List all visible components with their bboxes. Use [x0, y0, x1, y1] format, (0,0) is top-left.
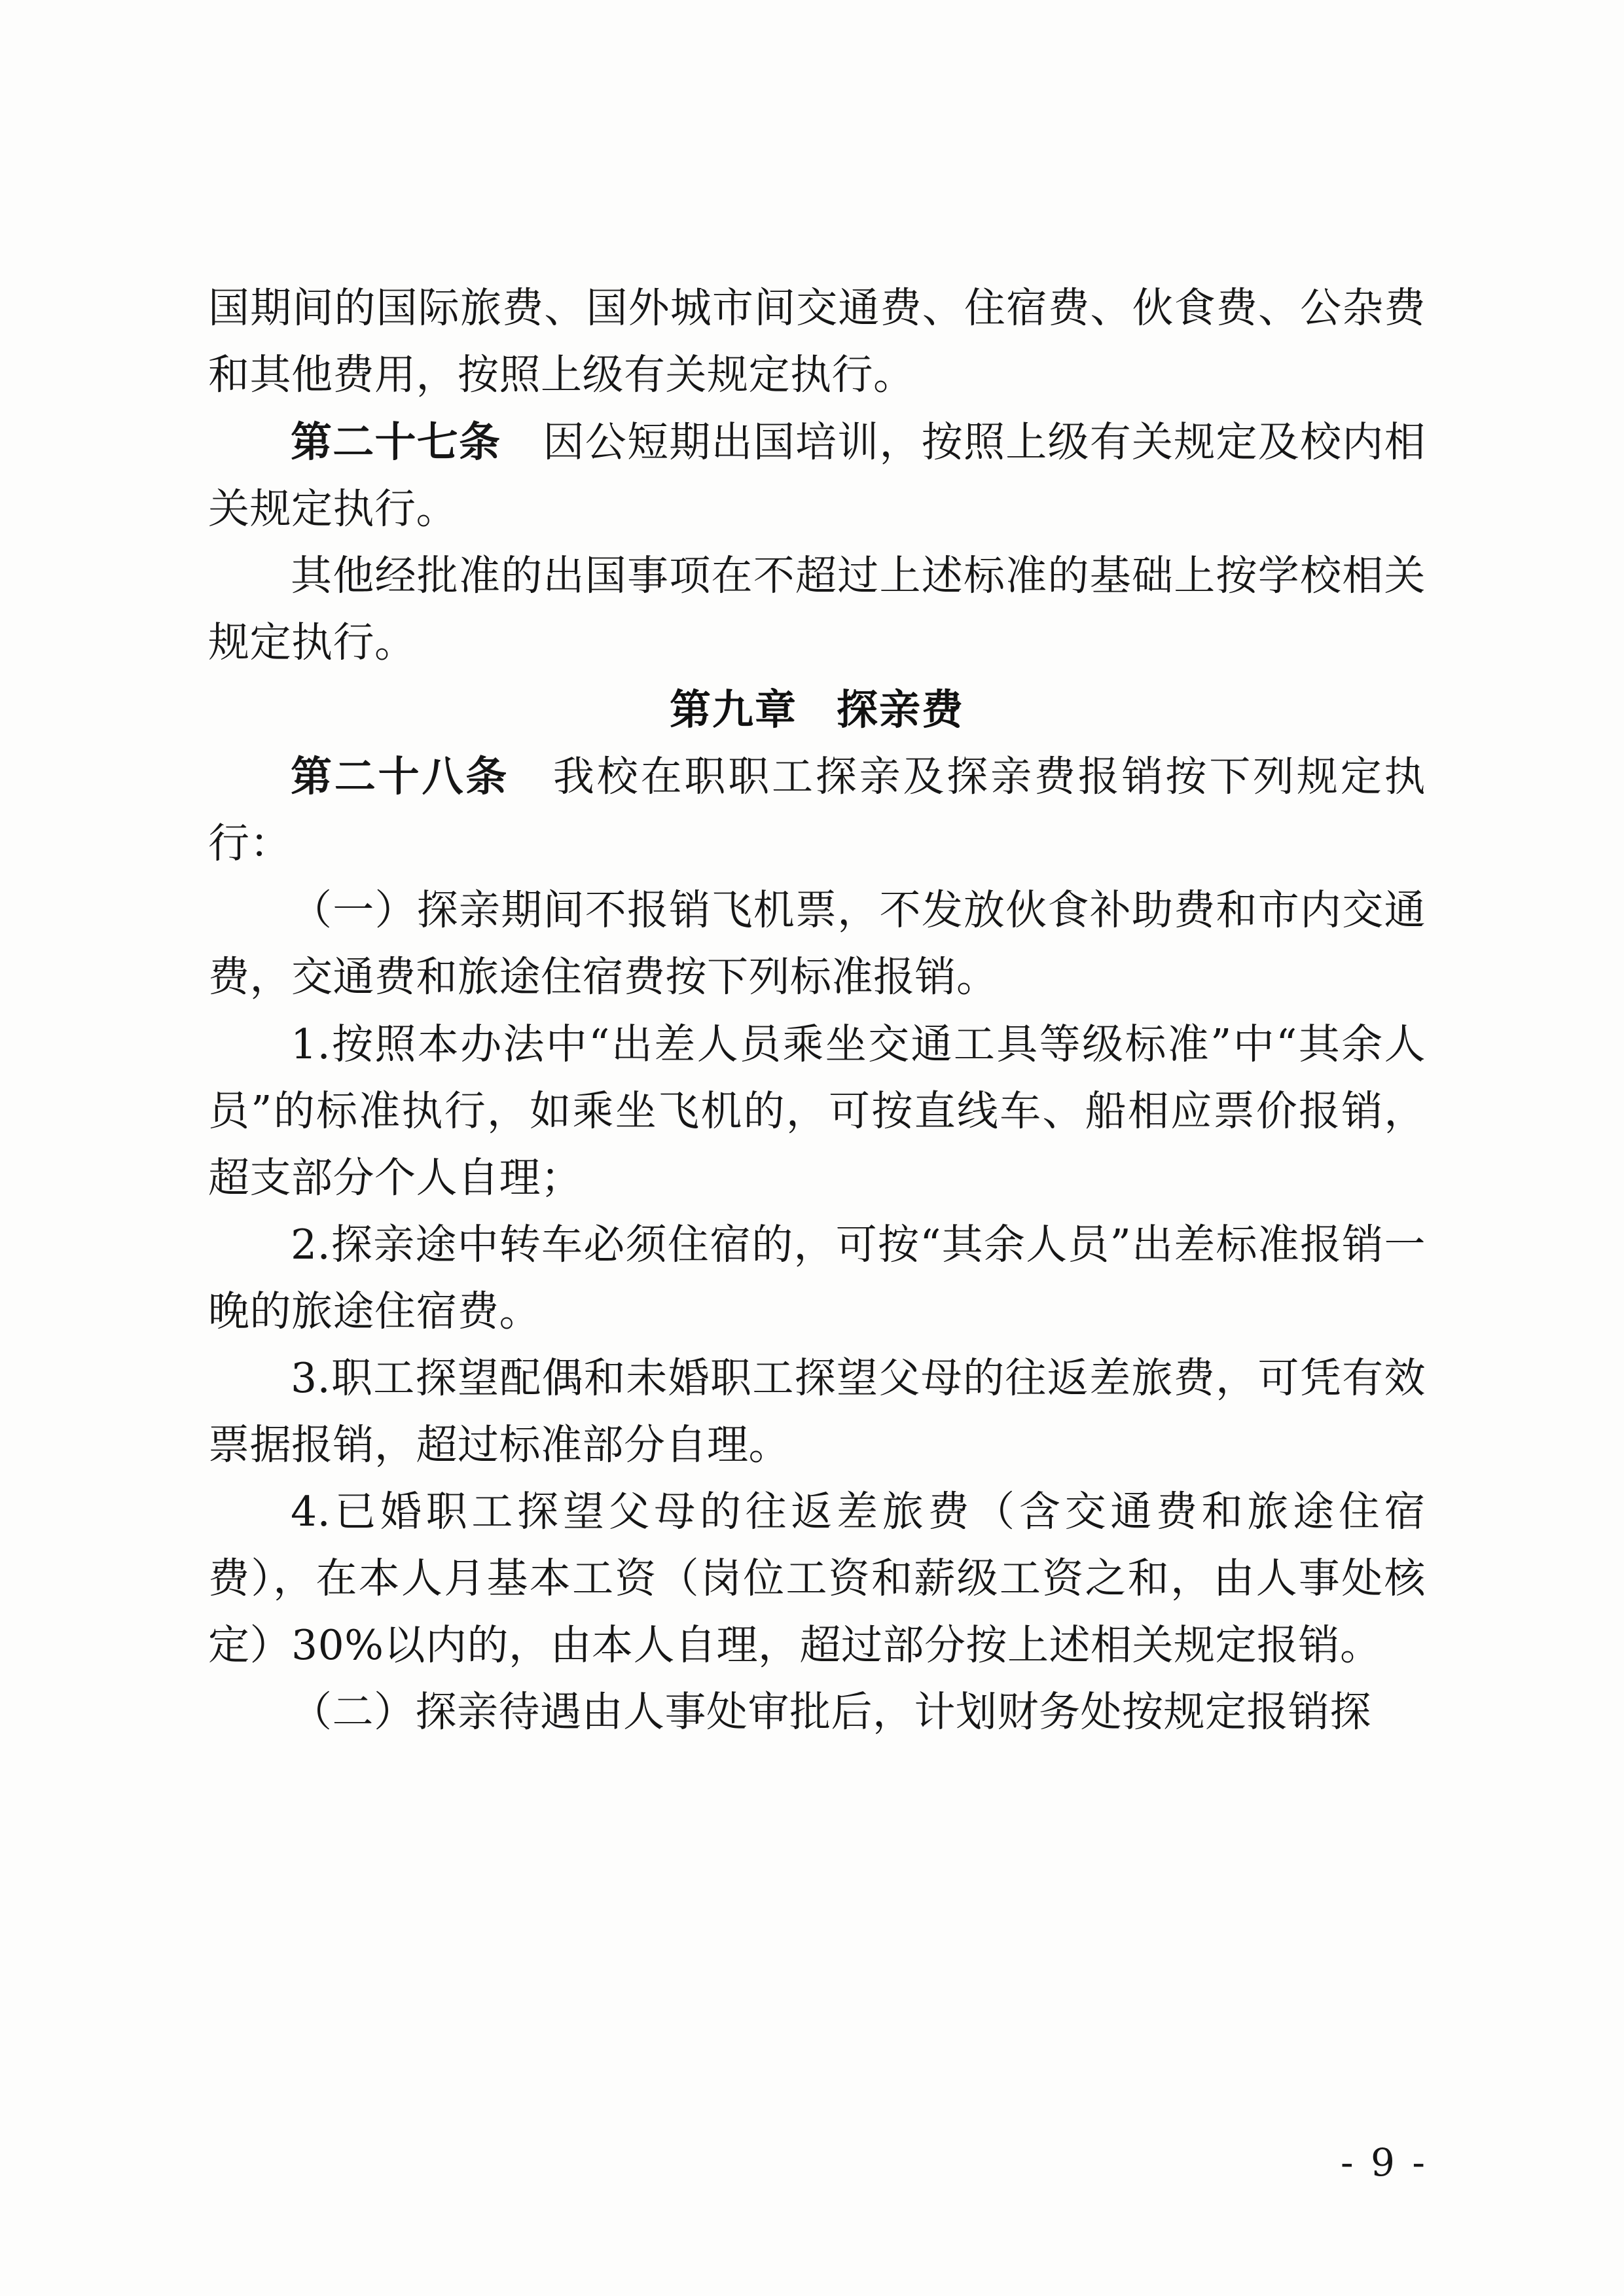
- chapter-title-name: 探亲费: [837, 685, 964, 734]
- article-28-label: 第二十八条: [291, 752, 510, 801]
- item-2-approval-process: （二）探亲待遇由人事处审批后，计划财务处按规定报销探: [291, 1687, 1371, 1736]
- article-27-label: 第二十七条: [291, 418, 501, 467]
- paragraph-continuation: 国期间的国际旅费、国外城市间交通费、住宿费、伙食费、公杂费和其他费用，按照上级有关规定执行。: [208, 284, 1426, 399]
- article-27: [208, 408, 1426, 543]
- article-28-text: 我校在职职工探亲及探亲费报销按下列规定执行：: [208, 753, 1426, 868]
- page-number: - 9 -: [1341, 2140, 1428, 2185]
- chapter-title-9: [208, 676, 1426, 743]
- article-28: [208, 743, 1426, 877]
- article-27-text: 因公短期出国培训，按照上级有关规定及校内相关规定执行。: [208, 418, 1426, 533]
- item-1-travel-reimbursement: （一）探亲期间不报销飞机票，不发放伙食补助费和市内交通费，交通费和旅途住宿费按下列标准报销。: [208, 886, 1426, 1001]
- subitem-2-transfer-lodging: 2.探亲途中转车必须住宿的，可按“其余人员”出差标准报销一晚的旅途住宿费。: [208, 1220, 1426, 1335]
- subitem-1-transport-grade: 1.按照本办法中“出差人员乘坐交通工具等级标准”中“其余人员”的标准执行，如乘坐飞机的，可按直线车、船相应票价报销，超支部分个人自理；: [208, 1020, 1426, 1202]
- paragraph-other-approved-matters: 其他经批准的出国事项在不超过上述标准的基础上按学校相关规定执行。: [208, 552, 1426, 667]
- subitem-4-married-parents-visit: 4.已婚职工探望父母的往返差旅费（含交通费和旅途住宿费），在本人月基本工资（岗位工资和薪级工资之和，由人事处核定）30%以内的，由本人自理，超过部分按上述相关规定报销。: [208, 1487, 1426, 1669]
- page-content: [208, 275, 1426, 1746]
- chapter-title-number: 第九章: [670, 685, 797, 734]
- subitem-3-spouse-parents-visit: 3.职工探望配偶和未婚职工探望父母的往返差旅费，可凭有效票据报销，超过标准部分自理。: [208, 1354, 1426, 1469]
